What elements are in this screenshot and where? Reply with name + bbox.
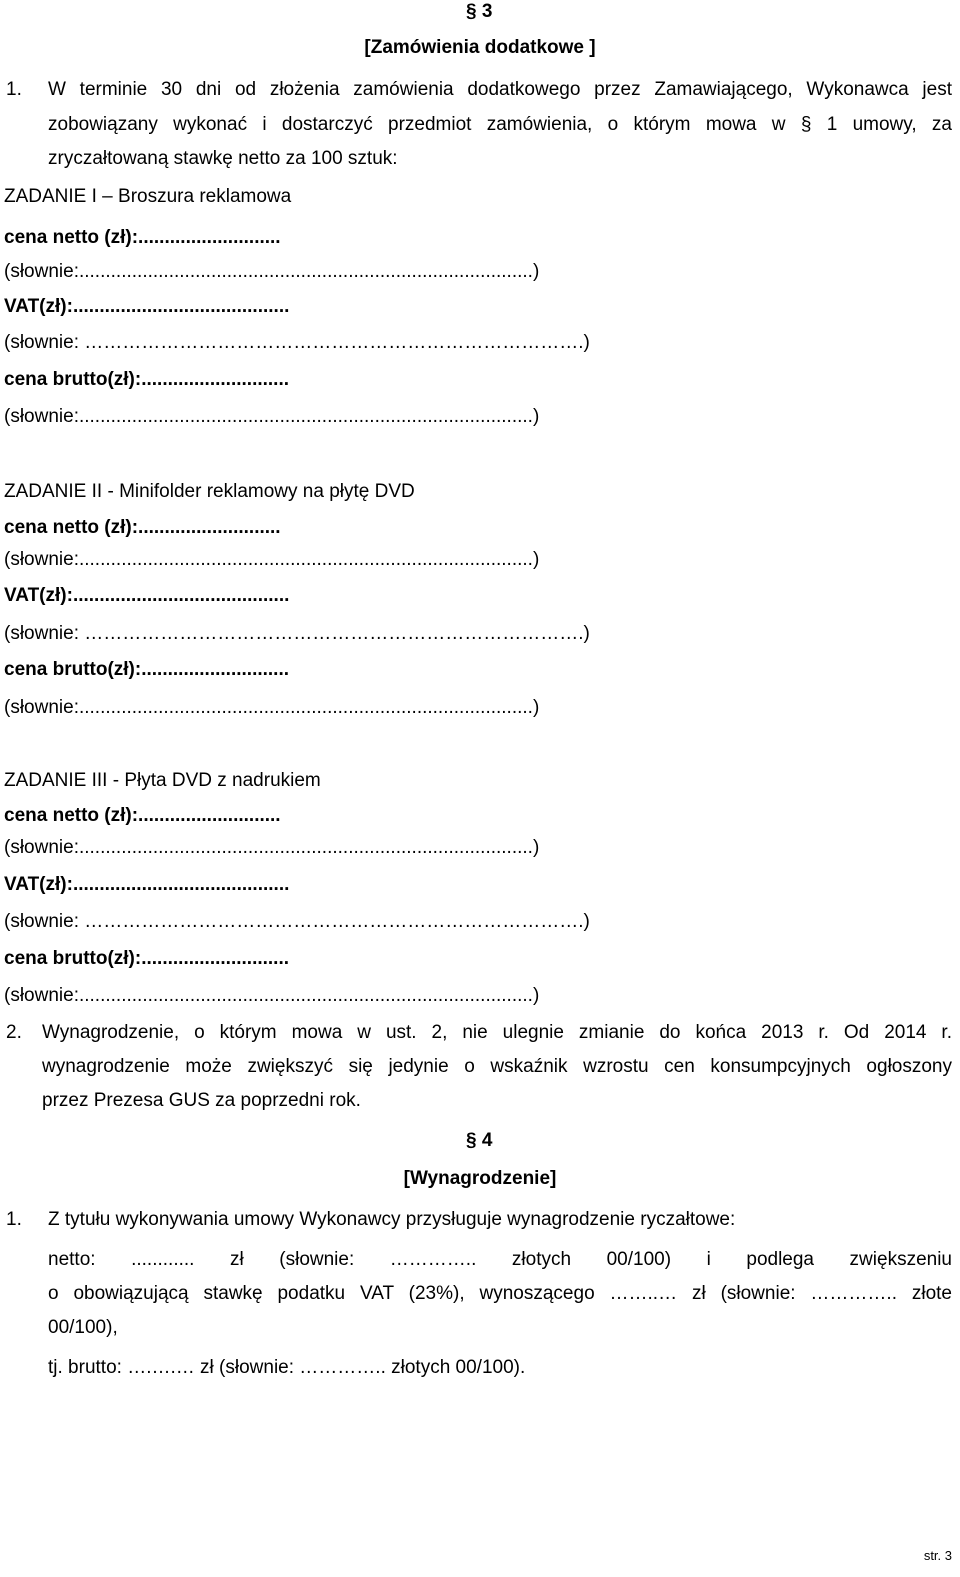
paragraph-text-line: zobowiązany wykonać i dostarczyć przedmiot zamówienia, o którym mowa w § 1 umowy, za (48, 114, 952, 135)
paragraph-text-line: wynagrodzenie może zwiększyć się jedynie o wskaźnik wzrostu cen konsumpcyjnych ogłoszony (42, 1056, 952, 1077)
task-title: ZADANIE I – Broszura reklamowa (4, 186, 292, 207)
net-price-field: cena netto (zł):........................... (4, 227, 281, 248)
vat-field: VAT(zł):......................................... (4, 585, 290, 606)
paragraph-text-line: Z tytułu wykonywania umowy Wykonawcy przysługuje wynagrodzenie ryczałtowe: (48, 1209, 736, 1230)
vat-amount-line: o obowiązującą stawkę podatku VAT (23%), wynoszącego ……..… zł (słownie: ………….. złote (48, 1283, 952, 1304)
vat-field: VAT(zł):......................................... (4, 296, 290, 317)
section-symbol-heading: § 3 (466, 1, 493, 22)
paragraph-text-line: zryczałtowaną stawkę netto za 100 sztuk: (48, 148, 398, 169)
task-title: ZADANIE III - Płyta DVD z nadrukiem (4, 770, 321, 791)
paragraph-text-line: Wynagrodzenie, o którym mowa w ust. 2, nie ulegnie zmianie do końca 2013 r. Od 2014 r. (42, 1022, 952, 1043)
paragraph-text-line: W terminie 30 dni od złożenia zamówienia dodatkowego przez Zamawiającego, Wykonawca jest (48, 79, 952, 100)
net-price-words-field: (słownie:......................................................................................) (4, 837, 540, 858)
vat-words-field: (słownie: …………………………………………………………………….) (4, 911, 590, 932)
section-title: [Wynagrodzenie] (403, 1168, 557, 1189)
netto-amount-line: netto: ............ zł (słownie: ………….. złotych 00/100) i podlega zwiększeniu (48, 1249, 952, 1270)
vat-words-field: (słownie: …………………………………………………………………….) (4, 332, 590, 353)
vat-field: VAT(zł):......................................... (4, 874, 290, 895)
gross-price-words-field: (słownie:......................................................................................) (4, 406, 540, 427)
net-price-field: cena netto (zł):........................... (4, 517, 281, 538)
gross-price-words-field: (słownie:......................................................................................) (4, 697, 540, 718)
net-price-words-field: (słownie:......................................................................................) (4, 261, 540, 282)
gross-price-field: cena brutto(zł):............................ (4, 948, 290, 969)
net-price-words-field: (słownie:......................................................................................) (4, 549, 540, 570)
vat-amount-line-continued: 00/100), (48, 1317, 118, 1338)
vat-words-field: (słownie: …………………………………………………………………….) (4, 623, 590, 644)
gross-price-field: cena brutto(zł):............................ (4, 369, 290, 390)
gross-price-words-field: (słownie:......................................................................................) (4, 985, 540, 1006)
paragraph-number: 2. (6, 1022, 22, 1043)
paragraph-text-line: przez Prezesa GUS za poprzedni rok. (42, 1090, 361, 1111)
section-symbol-heading: § 4 (466, 1130, 493, 1151)
paragraph-number: 1. (6, 79, 22, 100)
net-price-field: cena netto (zł):........................... (4, 805, 281, 826)
page-number: str. 3 (923, 1548, 952, 1563)
section-title: [Zamówienia dodatkowe ] (364, 37, 596, 58)
brutto-amount-line: tj. brutto: ….….… zł (słownie: ………….. złotych 00/100). (48, 1357, 526, 1378)
paragraph-number: 1. (6, 1209, 22, 1230)
task-title: ZADANIE II - Minifolder reklamowy na płytę DVD (4, 481, 415, 502)
gross-price-field: cena brutto(zł):............................ (4, 659, 290, 680)
